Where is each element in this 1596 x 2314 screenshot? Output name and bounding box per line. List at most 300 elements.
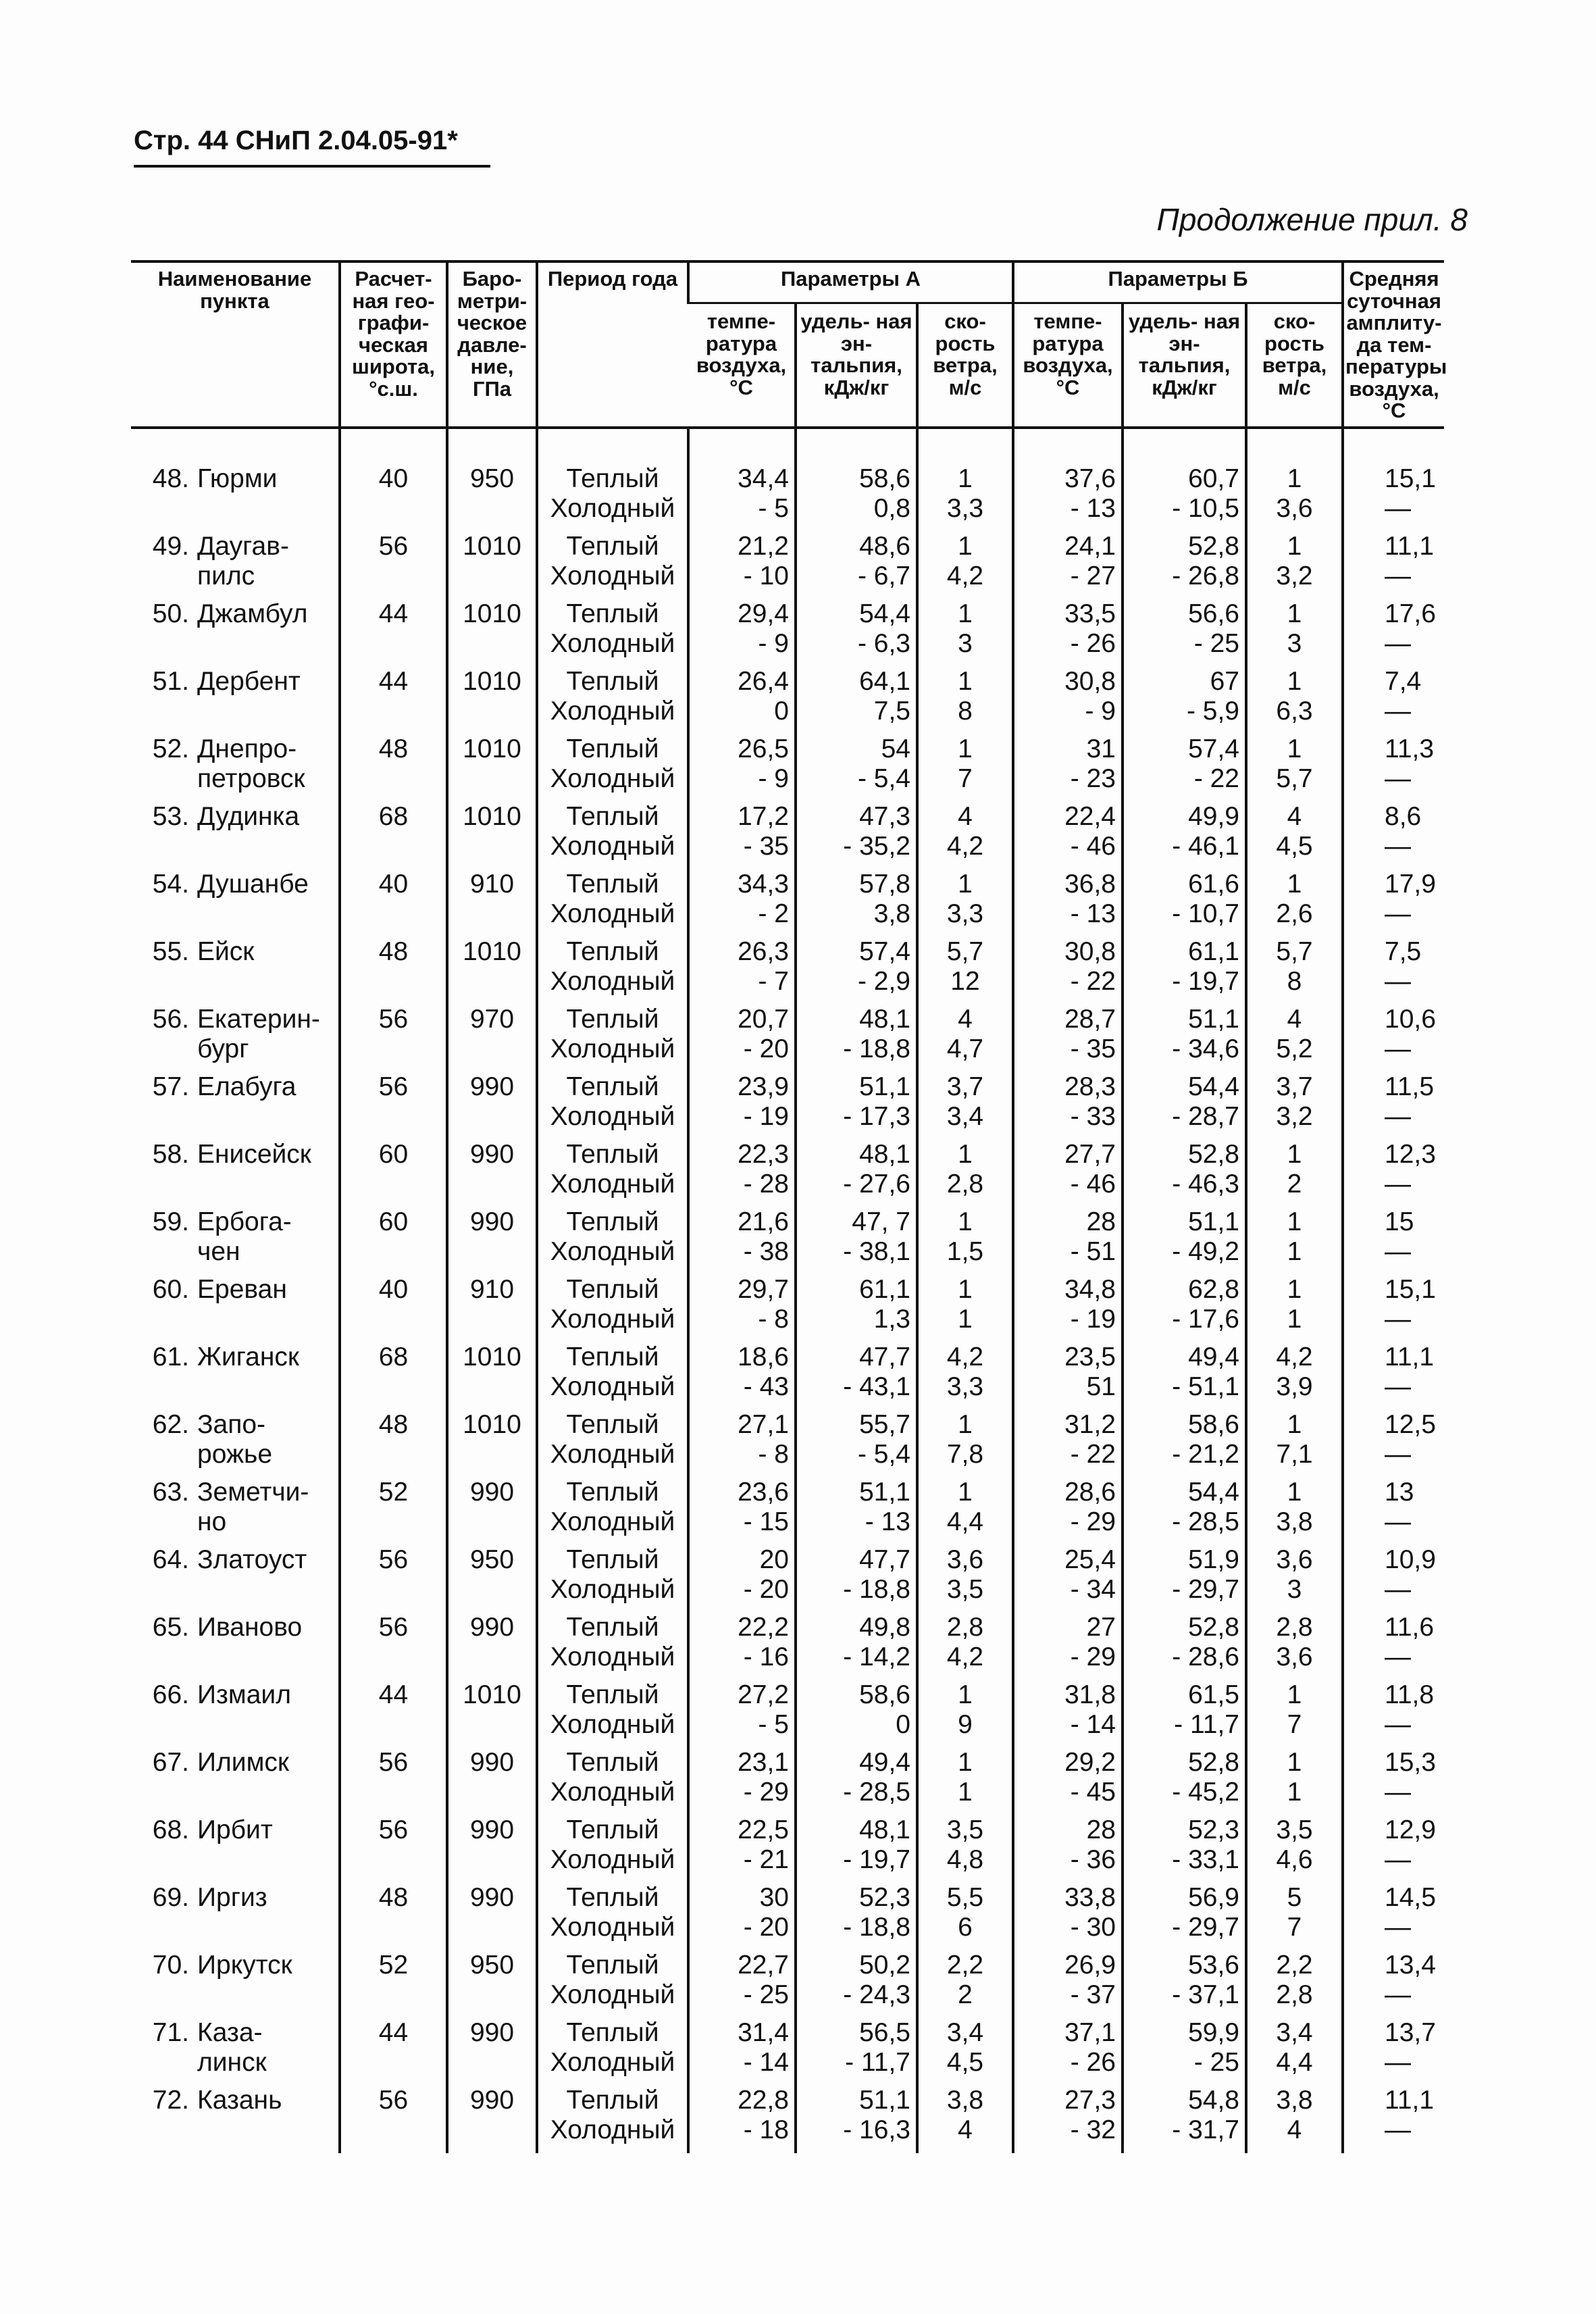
b-temperature-cell: [1013, 1207, 1123, 1275]
b-enthalpy-warm: 59,9: [1188, 2017, 1239, 2047]
period-cold: Холодный: [550, 1709, 675, 1739]
a-temperature-warm: 34,3: [738, 869, 789, 899]
b-enthalpy-warm: 54,8: [1188, 2085, 1239, 2115]
b-temperature-cell: [1013, 1545, 1123, 1613]
a-wind-warm: 1: [958, 1747, 973, 1777]
b-enthalpy-cold: - 26,8: [1172, 561, 1239, 590]
row-number: 68.: [152, 1815, 189, 1844]
a-wind-cell: [917, 2018, 1013, 2086]
b-temperature-warm: 28: [1086, 1207, 1116, 1236]
pressure-cell: 1010: [447, 937, 537, 1005]
station-name-wrap: [136, 1342, 333, 1372]
a-enthalpy-cell: [796, 1275, 917, 1342]
b-enthalpy-warm: 52,8: [1188, 1612, 1239, 1642]
b-wind-cold: 3: [1287, 628, 1302, 658]
b-temperature-cell: [1013, 1748, 1123, 1815]
b-wind-warm: 3,6: [1276, 1544, 1313, 1574]
station-cell: [131, 1005, 340, 1072]
station-cell: [131, 1140, 340, 1207]
a-wind-cold: 7,8: [946, 1439, 984, 1469]
station-name-wrap: [136, 464, 333, 494]
table-row: [131, 1410, 1444, 1478]
b-temperature-warm: 22,4: [1064, 801, 1116, 831]
a-wind-cold: 4,2: [946, 561, 984, 590]
b-temperature-warm: 29,2: [1064, 1747, 1116, 1777]
a-temperature-cold: - 8: [758, 1304, 789, 1334]
b-temperature-warm: 30,8: [1064, 666, 1116, 696]
station-cell: [131, 667, 340, 734]
station-name-wrap: [136, 1410, 333, 1469]
a-wind-cell: [917, 1342, 1013, 1410]
b-temperature-cell: [1013, 599, 1123, 667]
station-name: Ирбит: [197, 1815, 273, 1844]
pressure-cell: 1010: [447, 734, 537, 802]
b-temperature-cell: [1013, 1072, 1123, 1140]
b-enthalpy-cold: - 17,6: [1172, 1304, 1239, 1334]
a-temperature-warm: 23,6: [738, 1477, 789, 1507]
a-enthalpy-cell: [796, 1883, 917, 1951]
b-wind-warm: 4: [1287, 1004, 1302, 1034]
b-enthalpy-cold: - 25: [1193, 628, 1239, 658]
period-cold: Холодный: [550, 2115, 675, 2144]
b-enthalpy-cold: - 51,1: [1172, 1372, 1239, 1401]
b-wind-warm: 1: [1287, 1274, 1302, 1304]
station-cell: [131, 1545, 340, 1613]
period-cell: [537, 1275, 688, 1342]
table-row: [131, 599, 1444, 667]
b-wind-cold: 6,3: [1276, 696, 1313, 726]
a-wind-cold: 4,5: [946, 2047, 984, 2077]
b-temperature-cell: [1013, 667, 1123, 734]
b-wind-warm: 3,5: [1276, 1815, 1313, 1844]
amplitude-cell: [1343, 1883, 1444, 1951]
a-temperature-cell: [688, 1410, 796, 1478]
row-number: 60.: [152, 1274, 189, 1304]
b-wind-warm: 4,2: [1276, 1342, 1313, 1372]
b-wind-cold: 2,6: [1276, 899, 1313, 928]
b-wind-warm: 3,8: [1276, 2085, 1313, 2115]
amplitude-cell: [1343, 1680, 1444, 1748]
amplitude-cell: [1343, 870, 1444, 937]
a-wind-cold: 1: [958, 1304, 973, 1334]
b-enthalpy-cold: - 11,7: [1174, 1709, 1239, 1739]
a-enthalpy-warm: 47, 7: [852, 1207, 910, 1236]
a-wind-cold: 2,8: [946, 1169, 984, 1199]
b-wind-cell: [1246, 428, 1343, 532]
b-temperature-cell: [1013, 1005, 1123, 1072]
b-wind-warm: 3,4: [1276, 2017, 1313, 2047]
amplitude-cold: —: [1385, 1980, 1412, 2009]
b-wind-warm: 1: [1287, 1747, 1302, 1777]
b-wind-warm: 1: [1287, 1139, 1302, 1169]
b-enthalpy-cold: - 10,5: [1172, 493, 1239, 523]
period-cold: Холодный: [550, 1236, 675, 1266]
a-temperature-cell: [688, 1140, 796, 1207]
station-name-wrap: [136, 802, 333, 832]
period-warm: Теплый: [566, 936, 659, 966]
table-row: [131, 2086, 1444, 2153]
row-number: 53.: [152, 801, 189, 831]
table-row: [131, 1545, 1444, 1613]
a-enthalpy-cell: [796, 1005, 917, 1072]
station-cell: [131, 734, 340, 802]
a-wind-cell: [917, 1140, 1013, 1207]
amplitude-warm: 10,9: [1385, 1544, 1436, 1574]
station-cell: [131, 1613, 340, 1680]
amplitude-cell: [1343, 802, 1444, 870]
b-enthalpy-cell: [1123, 1478, 1246, 1545]
b-temperature-warm: 34,8: [1064, 1274, 1116, 1304]
b-wind-cold: 2: [1287, 1169, 1302, 1199]
b-enthalpy-cold: - 45,2: [1172, 1777, 1239, 1807]
period-warm: Теплый: [566, 2085, 659, 2115]
amplitude-warm: 10,6: [1385, 1004, 1436, 1034]
amplitude-cell: [1343, 1545, 1444, 1613]
row-number: 63.: [152, 1477, 189, 1507]
amplitude-cold: —: [1385, 1439, 1412, 1469]
station-name-wrap: [136, 1275, 333, 1305]
b-temperature-warm: 23,5: [1064, 1342, 1116, 1372]
a-temperature-warm: 20: [759, 1544, 789, 1574]
b-temperature-warm: 37,6: [1064, 463, 1116, 493]
a-temperature-cold: - 9: [758, 628, 789, 658]
a-temperature-cold: - 25: [743, 1980, 789, 2009]
table-row: [131, 1005, 1444, 1072]
b-temperature-cold: - 46: [1070, 1169, 1116, 1199]
period-warm: Теплый: [566, 801, 659, 831]
pressure-cell: 990: [447, 1748, 537, 1815]
pressure-cell: 990: [447, 1815, 537, 1883]
b-temperature-cell: [1013, 1951, 1123, 2018]
b-temperature-cell: [1013, 937, 1123, 1005]
b-temperature-cold: - 45: [1070, 1777, 1116, 1807]
amplitude-cold: —: [1385, 763, 1412, 793]
b-enthalpy-cell: [1123, 428, 1246, 532]
a-wind-warm: 3,5: [946, 1815, 984, 1844]
b-wind-cell: [1246, 1545, 1343, 1613]
period-warm: Теплый: [566, 2017, 659, 2047]
continuation-label: Продолжение прил. 8: [1156, 202, 1468, 237]
amplitude-warm: 11,1: [1385, 1342, 1435, 1372]
b-temperature-cell: [1013, 1140, 1123, 1207]
station-name-wrap: [136, 532, 333, 591]
b-enthalpy-cold: - 19,7: [1172, 966, 1239, 996]
amplitude-cold: —: [1385, 1574, 1412, 1604]
b-wind-warm: 1: [1287, 1477, 1302, 1507]
period-cold: Холодный: [550, 1034, 675, 1063]
period-cell: [537, 1478, 688, 1545]
a-wind-cold: 3,4: [946, 1101, 984, 1131]
station-name-wrap: [136, 1815, 333, 1845]
b-wind-warm: 1: [1287, 1409, 1302, 1439]
b-temperature-cold: - 22: [1070, 966, 1116, 996]
a-wind-cold: 4,2: [946, 1642, 984, 1671]
a-enthalpy-warm: 47,7: [859, 1544, 910, 1574]
b-enthalpy-cell: [1123, 1883, 1246, 1951]
a-wind-warm: 1: [958, 1274, 973, 1304]
b-enthalpy-warm: 62,8: [1188, 1274, 1239, 1304]
period-warm: Теплый: [566, 666, 659, 696]
col-group-params-a: Параметры А: [688, 261, 1013, 303]
pressure-cell: 1010: [447, 1410, 537, 1478]
b-enthalpy-cold: - 49,2: [1172, 1236, 1239, 1266]
a-enthalpy-cold: - 17,3: [843, 1101, 910, 1131]
station-name: Дербент: [197, 666, 301, 696]
station-cell: [131, 428, 340, 532]
period-cell: [537, 1748, 688, 1815]
a-enthalpy-cold: - 28,5: [843, 1777, 910, 1807]
station-name: Даугав- пилс: [197, 531, 289, 590]
b-wind-cell: [1246, 1815, 1343, 1883]
b-temperature-cold: - 34: [1070, 1574, 1116, 1604]
station-name: Измаил: [197, 1680, 291, 1709]
station-cell: [131, 2086, 340, 2153]
b-wind-warm: 2,2: [1276, 1950, 1313, 1980]
a-temperature-cold: - 10: [743, 561, 789, 590]
station-cell: [131, 1478, 340, 1545]
pressure-cell: 910: [447, 1275, 537, 1342]
period-cell: [537, 1545, 688, 1613]
a-enthalpy-cell: [796, 1545, 917, 1613]
amplitude-cold: —: [1385, 966, 1412, 996]
b-temperature-cell: [1013, 1815, 1123, 1883]
b-temperature-cold: - 13: [1070, 899, 1116, 928]
b-wind-cell: [1246, 2086, 1343, 2153]
b-wind-cold: 3,2: [1276, 561, 1313, 590]
b-wind-cell: [1246, 1072, 1343, 1140]
a-enthalpy-warm: 57,8: [859, 869, 910, 899]
period-cell: [537, 1410, 688, 1478]
col-header-name: Наименование пункта: [131, 261, 340, 428]
a-enthalpy-cold: - 24,3: [843, 1980, 910, 2009]
b-enthalpy-cold: - 46,3: [1172, 1169, 1239, 1199]
a-enthalpy-cold: - 18,8: [843, 1034, 910, 1063]
pressure-cell: 1010: [447, 1342, 537, 1410]
period-warm: Теплый: [566, 1477, 659, 1507]
period-warm: Теплый: [566, 1072, 659, 1101]
climate-parameters-table: [131, 260, 1447, 2153]
period-cold: Холодный: [550, 493, 675, 523]
a-temperature-cell: [688, 1207, 796, 1275]
a-wind-cold: 8: [958, 696, 973, 726]
period-warm: Теплый: [566, 869, 659, 899]
a-temperature-cold: - 43: [743, 1372, 789, 1401]
a-temperature-warm: 21,2: [738, 531, 789, 561]
station-cell: [131, 1072, 340, 1140]
a-enthalpy-cold: - 6,7: [857, 561, 910, 590]
a-wind-cell: [917, 1748, 1013, 1815]
a-enthalpy-warm: 51,1: [859, 1477, 910, 1507]
b-wind-cell: [1246, 1005, 1343, 1072]
a-enthalpy-warm: 47,3: [859, 801, 910, 831]
b-wind-warm: 3,7: [1276, 1072, 1313, 1101]
a-wind-cell: [917, 1207, 1013, 1275]
row-number: 52.: [152, 734, 189, 763]
b-enthalpy-cell: [1123, 1072, 1246, 1140]
b-enthalpy-cold: - 10,7: [1172, 899, 1239, 928]
amplitude-warm: 12,5: [1385, 1409, 1436, 1439]
table-row: [131, 1883, 1444, 1951]
b-temperature-cell: [1013, 428, 1123, 532]
a-temperature-warm: 22,3: [738, 1139, 789, 1169]
period-cell: [537, 1951, 688, 2018]
b-enthalpy-warm: 52,8: [1188, 1139, 1239, 1169]
a-wind-cell: [917, 870, 1013, 937]
station-cell: [131, 1951, 340, 2018]
b-enthalpy-cold: - 28,6: [1172, 1642, 1239, 1671]
a-enthalpy-warm: 57,4: [859, 936, 910, 966]
amplitude-cold: —: [1385, 1372, 1412, 1401]
pressure-cell: 970: [447, 1005, 537, 1072]
a-temperature-cold: - 18: [743, 2115, 789, 2144]
b-temperature-cell: [1013, 1275, 1123, 1342]
b-wind-cold: 1: [1287, 1304, 1302, 1334]
a-wind-warm: 5,7: [946, 936, 984, 966]
a-temperature-cell: [688, 1275, 796, 1342]
latitude-cell: 44: [340, 2018, 447, 2086]
station-name: Ереван: [197, 1274, 287, 1304]
row-number: 49.: [152, 531, 189, 561]
period-cell: [537, 870, 688, 937]
a-wind-cold: 3,3: [946, 899, 984, 928]
b-enthalpy-cell: [1123, 1140, 1246, 1207]
a-wind-warm: 3,7: [946, 1072, 984, 1101]
amplitude-cold: —: [1385, 1777, 1412, 1807]
a-enthalpy-cold: - 14,2: [843, 1642, 910, 1671]
b-temperature-cold: - 35: [1070, 1034, 1116, 1063]
b-temperature-warm: 31: [1086, 734, 1116, 763]
row-number: 69.: [152, 1882, 189, 1912]
b-enthalpy-warm: 60,7: [1188, 463, 1239, 493]
amplitude-cold: —: [1385, 2115, 1412, 2144]
station-name: Иркутск: [197, 1950, 292, 1980]
b-enthalpy-warm: 54,4: [1188, 1072, 1239, 1101]
station-cell: [131, 1342, 340, 1410]
latitude-cell: 68: [340, 1342, 447, 1410]
b-temperature-warm: 26,9: [1064, 1950, 1116, 1980]
amplitude-cell: [1343, 1613, 1444, 1680]
pressure-cell: 990: [447, 2018, 537, 2086]
b-enthalpy-warm: 51,9: [1188, 1544, 1239, 1574]
pressure-cell: 1010: [447, 802, 537, 870]
amplitude-warm: 15,1: [1385, 463, 1436, 493]
latitude-cell: 52: [340, 1951, 447, 2018]
b-temperature-cold: - 27: [1070, 561, 1116, 590]
b-temperature-cold: - 26: [1070, 2047, 1116, 2077]
row-number: 57.: [152, 1072, 189, 1101]
a-wind-cell: [917, 937, 1013, 1005]
row-number: 72.: [152, 2085, 189, 2115]
station-name-wrap: [136, 937, 333, 967]
b-wind-cell: [1246, 2018, 1343, 2086]
station-name-wrap: [136, 1613, 333, 1642]
b-temperature-cell: [1013, 802, 1123, 870]
a-wind-warm: 1: [958, 734, 973, 763]
b-enthalpy-cell: [1123, 599, 1246, 667]
amplitude-cold: —: [1385, 1169, 1412, 1199]
amplitude-cold: —: [1385, 1507, 1412, 1536]
a-temperature-cold: - 5: [758, 1709, 789, 1739]
b-temperature-warm: 30,8: [1064, 936, 1116, 966]
station-cell: [131, 532, 340, 599]
a-temperature-cold: - 20: [743, 1912, 789, 1942]
a-enthalpy-cold: - 2,9: [857, 966, 910, 996]
a-temperature-cold: - 7: [758, 966, 789, 996]
col-header-latitude: Расчет- ная гео- графи- ческая широта, °с.ш.: [340, 261, 447, 428]
table-row: [131, 1275, 1444, 1342]
b-enthalpy-cold: - 46,1: [1172, 831, 1239, 861]
b-enthalpy-cold: - 29,7: [1172, 1574, 1239, 1604]
b-enthalpy-warm: 58,6: [1188, 1409, 1239, 1439]
a-enthalpy-cold: 0,8: [873, 493, 910, 523]
a-enthalpy-cold: - 13: [865, 1507, 910, 1536]
period-cold: Холодный: [550, 1777, 675, 1807]
b-temperature-cell: [1013, 1883, 1123, 1951]
row-number: 67.: [152, 1747, 189, 1777]
pressure-cell: 950: [447, 1951, 537, 2018]
b-temperature-cold: - 32: [1070, 2115, 1116, 2144]
b-wind-warm: 4: [1287, 801, 1302, 831]
a-enthalpy-cold: - 11,7: [845, 2047, 910, 2077]
b-temperature-cold: - 14: [1070, 1709, 1116, 1739]
period-cell: [537, 1680, 688, 1748]
amplitude-warm: 13,4: [1385, 1950, 1436, 1980]
a-temperature-cold: - 38: [743, 1236, 789, 1266]
a-temperature-warm: 23,9: [738, 1072, 789, 1101]
period-cold: Холодный: [550, 1507, 675, 1536]
a-wind-cell: [917, 428, 1013, 532]
latitude-cell: 56: [340, 1613, 447, 1680]
b-temperature-warm: 28,6: [1064, 1477, 1116, 1507]
b-wind-warm: 1: [1287, 599, 1302, 628]
a-temperature-warm: 23,1: [738, 1747, 789, 1777]
pressure-cell: 910: [447, 870, 537, 937]
a-enthalpy-cold: - 6,3: [857, 628, 910, 658]
b-enthalpy-cell: [1123, 1613, 1246, 1680]
table-row: [131, 532, 1444, 599]
period-warm: Теплый: [566, 463, 659, 493]
period-warm: Теплый: [566, 1274, 659, 1304]
table-row: [131, 1207, 1444, 1275]
header-underline: [134, 165, 490, 168]
b-enthalpy-warm: 61,6: [1188, 869, 1239, 899]
a-enthalpy-warm: 51,1: [859, 1072, 910, 1101]
a-enthalpy-cell: [796, 532, 917, 599]
a-enthalpy-warm: 52,3: [859, 1882, 910, 1912]
b-wind-cell: [1246, 532, 1343, 599]
b-wind-cold: 3,2: [1276, 1101, 1313, 1131]
a-enthalpy-warm: 48,6: [859, 531, 910, 561]
latitude-cell: 40: [340, 870, 447, 937]
latitude-cell: 48: [340, 734, 447, 802]
b-temperature-warm: 27,3: [1064, 2085, 1116, 2115]
b-temperature-cell: [1013, 1410, 1123, 1478]
a-temperature-cell: [688, 1545, 796, 1613]
station-cell: [131, 599, 340, 667]
b-wind-cold: 2,8: [1276, 1980, 1313, 2009]
b-wind-cell: [1246, 667, 1343, 734]
latitude-cell: 60: [340, 1207, 447, 1275]
station-name: Гюрми: [197, 463, 278, 493]
table-row: [131, 667, 1444, 734]
a-wind-cold: 4,4: [946, 1507, 984, 1536]
amplitude-cold: —: [1385, 1101, 1412, 1131]
a-enthalpy-warm: 49,4: [859, 1747, 910, 1777]
latitude-cell: 48: [340, 1883, 447, 1951]
amplitude-cell: [1343, 1815, 1444, 1883]
b-enthalpy-cold: - 21,2: [1172, 1439, 1239, 1469]
amplitude-warm: 12,3: [1385, 1139, 1436, 1169]
